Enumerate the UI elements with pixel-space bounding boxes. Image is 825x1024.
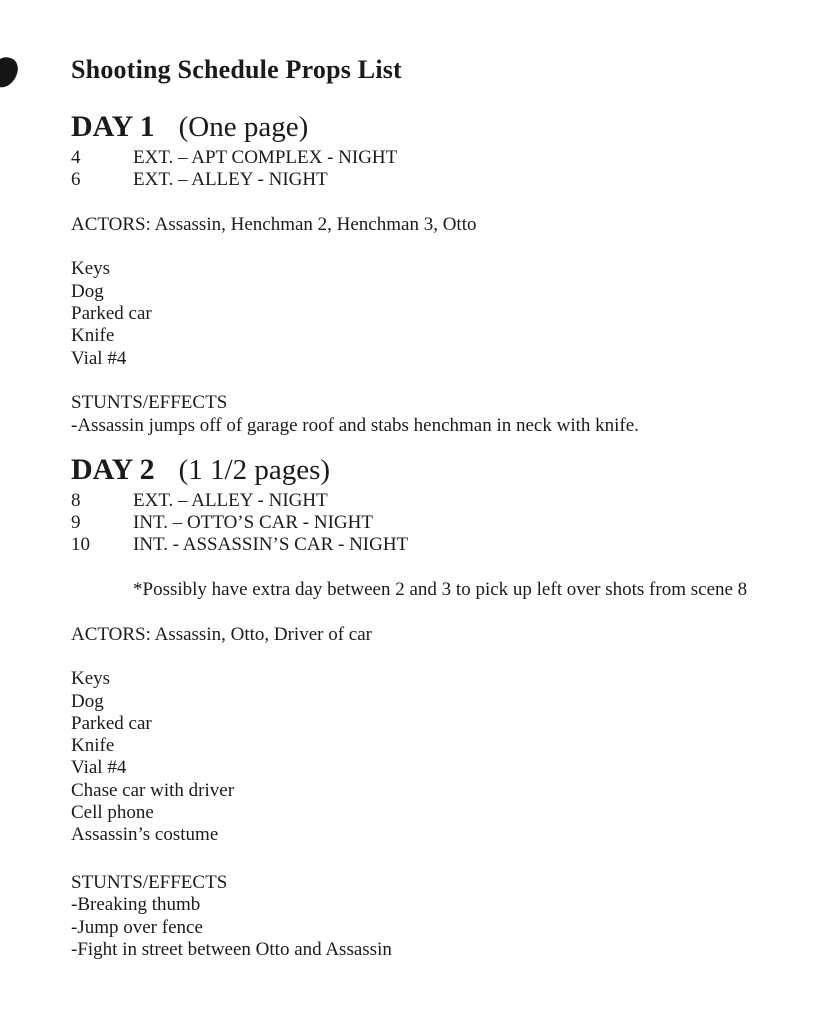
stunt-item: -Jump over fence: [71, 916, 203, 938]
prop-item: Parked car: [71, 712, 152, 734]
day-section-1: [71, 109, 785, 437]
scene-row: [71, 534, 785, 556]
prop-item: Knife: [71, 735, 115, 757]
prop-item: Dog: [71, 280, 104, 302]
spacer: [71, 557, 785, 579]
scene-number: 4: [71, 147, 81, 168]
scene-slug: INT. – OTTO’S CAR - NIGHT: [133, 512, 373, 534]
spacer: [71, 370, 785, 392]
spacer: [71, 192, 785, 214]
prop-item: Dog: [71, 690, 104, 712]
production-note: *Possibly have extra day between 2 and 3 to pick up left over shots from scene 8: [133, 579, 748, 601]
prop-item: Chase car with driver: [71, 779, 235, 801]
day-2-label: DAY 2: [71, 452, 155, 486]
stunt-item: -Assassin jumps off of garage roof and stabs henchman in neck with knife.: [71, 414, 639, 436]
stunt-item: -Breaking thumb: [71, 894, 201, 916]
scene-slug: EXT. – ALLEY - NIGHT: [133, 489, 328, 511]
scene-number: 9: [71, 512, 81, 534]
scene-slug: EXT. – APT COMPLEX - NIGHT: [133, 147, 398, 168]
day-2-heading: [71, 452, 785, 488]
day-2-pages-note: (1 1/2 pages): [178, 453, 331, 486]
document-title: Shooting Schedule Props List: [71, 55, 402, 84]
spacer: [71, 236, 785, 258]
scene-row: [71, 169, 785, 191]
prop-item: Parked car: [71, 303, 152, 325]
scene-row: [71, 512, 785, 534]
day-1-heading: [71, 109, 785, 145]
actors-line: ACTORS: Assassin, Otto, Driver of car: [71, 623, 372, 645]
spacer: [71, 847, 785, 869]
stunts-heading: STUNTS/EFFECTS: [71, 392, 228, 414]
scene-number: 8: [71, 489, 81, 511]
scene-slug: EXT. – ALLEY - NIGHT: [133, 169, 328, 191]
prop-item: Assassin’s costume: [71, 824, 219, 846]
prop-item: Keys: [71, 668, 111, 690]
scene-row: [71, 490, 785, 512]
scene-number: 6: [71, 169, 81, 191]
prop-item: Knife: [71, 325, 115, 347]
stunts-heading: STUNTS/EFFECTS: [71, 871, 228, 893]
prop-item: Vial #4: [71, 757, 127, 779]
spacer: [71, 646, 785, 668]
prop-item: Vial #4: [71, 347, 127, 369]
day-section-2: [71, 452, 785, 961]
scene-row: [71, 147, 785, 169]
spacer: [71, 601, 785, 623]
stunt-item: -Fight in street between Otto and Assassin: [71, 938, 392, 960]
prop-item: Keys: [71, 258, 111, 280]
day-1-label: DAY 1: [71, 110, 155, 143]
actors-line: ACTORS: Assassin, Henchman 2, Henchman 3, Otto: [71, 213, 477, 235]
scene-number: 10: [71, 534, 90, 556]
prop-item: Cell phone: [71, 802, 154, 824]
scene-slug: INT. - ASSASSIN’S CAR - NIGHT: [133, 534, 409, 556]
day-1-pages-note: (One page): [178, 111, 309, 143]
